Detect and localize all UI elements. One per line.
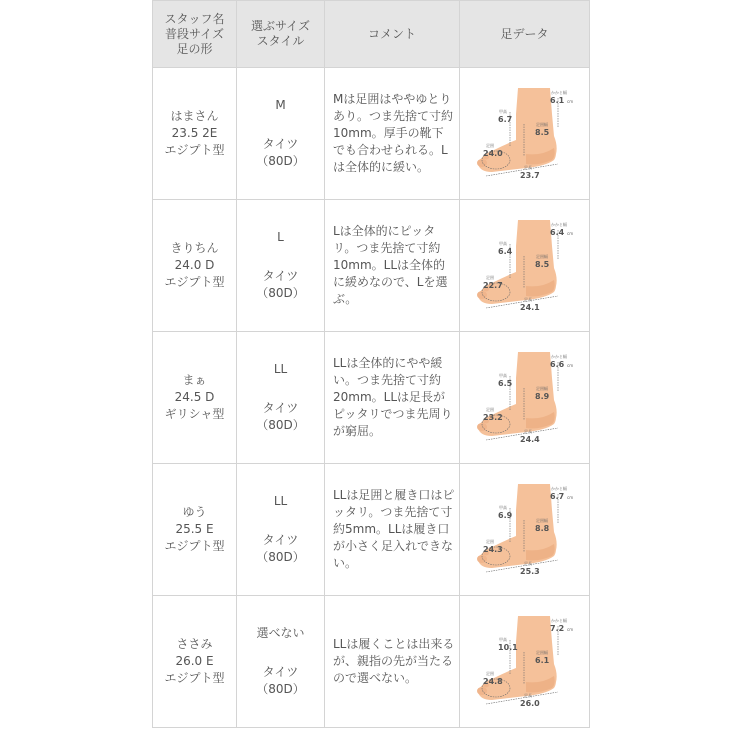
foot-data-cell [460,332,590,464]
length-label: 足長 [523,692,532,698]
table-row-1 [153,68,590,200]
style-name: タイツ [262,137,299,151]
instep-value: 6.5 [497,378,512,388]
foot-diagram [466,216,584,316]
girth-label: 足囲 [485,670,494,676]
header-staff-line-1: スタッフ名 [164,11,225,26]
comment-cell: LLは履くことは出来るが、親指の先が当たるので選べない。 [325,596,460,728]
width-value: 8.5 [534,259,549,269]
comment-cell: Lは全体的にピッタリ。つま先捨て寸約10mm。LLは全体的に緩めなので、Lを選ぶ。 [325,200,460,332]
table-row-4 [153,464,590,596]
chosen-size: M [275,98,286,112]
girth-label: 足囲 [485,538,494,544]
instep-value: 10.1 [497,642,518,652]
usual-size: 25.5 E [175,522,214,536]
staff-name: まぁ [182,373,207,387]
chosen-size: 選べない [256,626,305,640]
heel-value: 6.1 [549,95,564,105]
foot-data-cell [460,464,590,596]
foot-diagram [466,480,584,580]
instep-label: 甲高 [498,636,507,642]
staff-cell [153,332,237,464]
girth-value: 24.0 [482,148,503,158]
chosen-size: L [277,230,284,244]
width-label: 足囲幅 [535,121,548,127]
usual-size: 24.5 D [174,390,215,404]
usual-size: 24.0 D [174,258,215,272]
foot-shape: ギリシャ型 [164,407,225,421]
header-choice-line-1: 選ぶサイズ [250,19,311,33]
instep-value: 6.7 [497,114,512,124]
foot-shape: エジプト型 [164,143,225,157]
instep-label: 甲高 [498,372,507,378]
staff-name: きりちん [170,241,219,255]
chosen-size: LL [273,362,288,376]
girth-value: 23.2 [482,412,503,422]
heel-label: かかと幅 [550,221,567,227]
usual-size: 23.5 2E [171,126,218,140]
width-value: 8.8 [534,523,549,533]
length-value: 24.4 [519,434,540,444]
style-name: タイツ [262,533,299,547]
usual-size: 26.0 E [175,654,214,668]
foot-diagram [466,612,584,712]
foot-shape: エジプト型 [164,539,225,553]
header-row [153,1,590,68]
girth-label: 足囲 [485,274,494,280]
style-cell [237,200,325,332]
staff-cell [153,200,237,332]
length-value: 24.1 [519,302,540,312]
heel-value: 6.7 [549,491,564,501]
instep-value: 6.4 [497,246,512,256]
heel-unit: cm [566,230,573,236]
heel-unit: cm [566,494,573,500]
heel-value: 7.2 [549,623,564,633]
instep-label: 甲高 [498,504,507,510]
chosen-size: LL [273,494,288,508]
width-label: 足囲幅 [535,253,548,259]
header-staff-line-2: 普段サイズ [164,26,225,41]
header-staff-line-3: 足の形 [176,41,213,56]
girth-label: 足囲 [485,406,494,412]
style-denier: （80D） [256,418,305,432]
comment-cell: Mは足囲はややゆとりあり。つま先捨て寸約10mm。厚手の靴下でも合わせられる。Lは全体的に緩い。 [325,68,460,200]
heel-value: 6.6 [549,359,564,369]
width-label: 足囲幅 [535,517,548,523]
length-value: 23.7 [519,170,540,180]
width-label: 足囲幅 [535,649,548,655]
width-label: 足囲幅 [535,385,548,391]
heel-label: かかと幅 [550,617,567,623]
foot-diagram [466,348,584,448]
table-body [153,68,590,728]
width-value: 6.1 [534,655,549,665]
staff-cell [153,464,237,596]
instep-value: 6.9 [497,510,512,520]
staff-name: ゆう [182,505,207,519]
length-value: 25.3 [519,566,540,576]
girth-label: 足囲 [485,142,494,148]
staff-name: はまさん [170,109,219,123]
heel-label: かかと幅 [550,89,567,95]
staff-name: ささみ [176,637,213,651]
header-choice-line-2: スタイル [256,34,305,48]
style-name: タイツ [262,665,299,679]
comment-cell: LLは足囲と履き口はピッタリ。つま先捨て寸約5mm。LLは履き口が小さく足入れできない。 [325,464,460,596]
foot-data-cell [460,596,590,728]
instep-label: 甲高 [498,108,507,114]
foot-shape: エジプト型 [164,275,225,289]
table-row-2 [153,200,590,332]
foot-shape: エジプト型 [164,671,225,685]
girth-value: 24.3 [482,544,503,554]
girth-value: 24.8 [482,676,503,686]
header-choice [237,1,325,68]
width-value: 8.9 [534,391,549,401]
style-name: タイツ [262,269,299,283]
header-foot-data: 足データ [460,1,590,68]
style-denier: （80D） [256,286,305,300]
size-comparison-table [152,0,590,728]
style-denier: （80D） [256,154,305,168]
length-label: 足長 [523,296,532,302]
length-label: 足長 [523,428,532,434]
style-cell [237,332,325,464]
foot-data-cell [460,200,590,332]
style-cell [237,68,325,200]
foot-data-cell [460,68,590,200]
instep-label: 甲高 [498,240,507,246]
style-cell [237,596,325,728]
heel-value: 6.4 [549,227,564,237]
style-denier: （80D） [256,550,305,564]
table-row-3 [153,332,590,464]
style-denier: （80D） [256,682,305,696]
heel-unit: cm [566,98,573,104]
header-comment: コメント [325,1,460,68]
heel-label: かかと幅 [550,485,567,491]
header-staff [153,1,237,68]
heel-label: かかと幅 [550,353,567,359]
length-label: 足長 [523,164,532,170]
style-cell [237,464,325,596]
staff-cell [153,68,237,200]
table-row-5 [153,596,590,728]
heel-unit: cm [566,626,573,632]
foot-diagram [466,84,584,184]
length-label: 足長 [523,560,532,566]
heel-unit: cm [566,362,573,368]
comment-cell: LLは全体的にやや緩い。つま先捨て寸約20mm。LLは足長がピッタリでつま先周りが窮屈。 [325,332,460,464]
width-value: 8.5 [534,127,549,137]
style-name: タイツ [262,401,299,415]
girth-value: 22.7 [482,280,503,290]
staff-cell [153,596,237,728]
length-value: 26.0 [519,698,540,708]
